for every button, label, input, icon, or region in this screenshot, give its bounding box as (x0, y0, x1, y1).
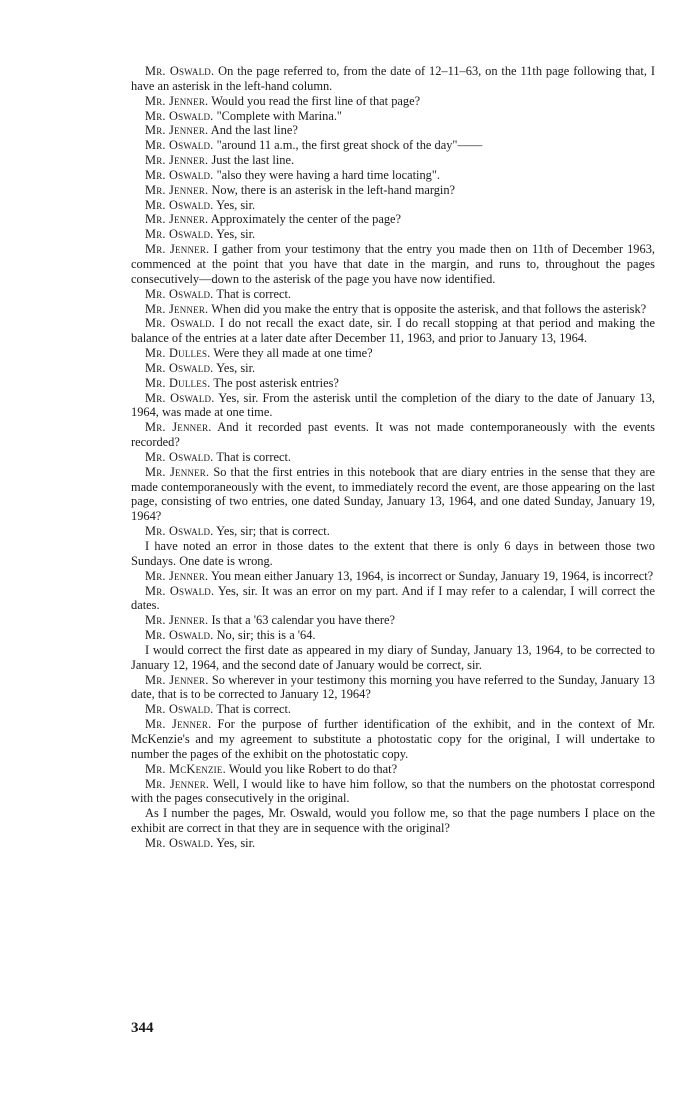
paragraph-text: When did you make the entry that is opposite the asterisk, and that follows the asterisk? (211, 301, 647, 316)
transcript-paragraph (131, 450, 655, 465)
speaker-name: Mr. Jenner. (145, 568, 209, 583)
speaker-name: Mr. Jenner. (145, 93, 209, 108)
transcript-paragraph (131, 465, 655, 524)
speaker-name: Mr. McKenzie. (145, 761, 226, 776)
transcript-paragraph (131, 302, 655, 317)
transcript-paragraph (131, 64, 655, 94)
paragraph-text: Is that a '63 calendar you have there? (211, 613, 395, 628)
transcript-paragraph (131, 613, 655, 628)
transcript-paragraph (131, 569, 655, 584)
paragraph-text: That is correct. (216, 286, 291, 301)
paragraph-text: Approximately the center of the page? (210, 212, 402, 227)
paragraph-text: "Complete with Marina." (216, 108, 342, 123)
transcript-paragraph (131, 673, 655, 703)
transcript-paragraph (131, 287, 655, 302)
transcript-paragraph (131, 212, 655, 227)
speaker-name: Mr. Oswald. (145, 628, 214, 643)
speaker-name: Mr. Jenner. (145, 242, 210, 257)
paragraph-text: Just the last line. (211, 153, 295, 168)
speaker-name: Mr. Jenner. (145, 672, 209, 687)
transcript-paragraph (131, 539, 655, 569)
paragraph-text: Would you read the first line of that page? (211, 93, 421, 108)
transcript-paragraph (131, 420, 655, 450)
speaker-name: Mr. Oswald. (145, 390, 215, 405)
speaker-name: Mr. Oswald. (145, 286, 214, 301)
transcript-body (131, 64, 655, 851)
speaker-name: Mr. Jenner. (145, 153, 209, 168)
transcript-paragraph (131, 836, 655, 851)
transcript-paragraph (131, 123, 655, 138)
paragraph-text: Yes, sir. From the asterisk until the completion of the diary to the date of January 13, 1964, was made at one time. (131, 390, 656, 420)
speaker-name: Mr. Dulles. (145, 375, 211, 390)
paragraph-text: Yes, sir. (216, 227, 256, 242)
transcript-paragraph (131, 391, 655, 421)
paragraph-text: No, sir; this is a '64. (216, 628, 316, 643)
paragraph-text: For the purpose of further identification of the exhibit, and in the context of Mr. McKenzie's and my agreement to substitute a photostatic copy for the original, I will undertake to number the pages of the exhibit on the photostatic copy. (131, 717, 655, 761)
paragraph-text: And it recorded past events. It was not made contemporaneously with the events recorded? (131, 420, 655, 450)
paragraph-text: On the page referred to, from the date of 12–11–63, on the 11th page following that, I have an asterisk in the left-hand column. (131, 64, 655, 93)
speaker-name: Mr. Jenner. (145, 182, 209, 197)
speaker-name: Mr. Oswald. (145, 583, 215, 598)
transcript-paragraph (131, 777, 655, 807)
speaker-name: Mr. Oswald. (145, 227, 214, 242)
transcript-paragraph (131, 94, 655, 109)
paragraph-text: The post asterisk entries? (213, 375, 339, 390)
paragraph-text: That is correct. (216, 702, 291, 717)
page-number: 344 (131, 1020, 154, 1036)
paragraph-text: "also they were having a hard time locating". (216, 167, 441, 182)
paragraph-text: Yes, sir. (216, 835, 256, 850)
transcript-paragraph (131, 198, 655, 213)
transcript-paragraph (131, 361, 655, 376)
transcript-paragraph (131, 242, 655, 287)
transcript-paragraph (131, 316, 655, 346)
transcript-paragraph (131, 138, 655, 153)
paragraph-text: I do not recall the exact date, sir. I do recall stopping at that period and making the balance of the entries at a later date after December 11, 1963, and prior to January 13, 1964. (131, 316, 655, 346)
speaker-name: Mr. Jenner. (145, 717, 212, 732)
paragraph-text: Well, I would like to have him follow, so that the numbers on the photostat correspond with the pages consecutively in the original. (131, 776, 655, 806)
transcript-paragraph (131, 227, 655, 242)
transcript-paragraph (131, 628, 655, 643)
speaker-name: Mr. Jenner. (145, 613, 209, 628)
paragraph-text: I would correct the first date as appeared in my diary of Sunday, January 13, 1964, to be corrected to January 12, 1964, and the second date of January would be correct, sir. (131, 642, 655, 672)
transcript-paragraph (131, 109, 655, 124)
speaker-name: Mr. Oswald. (145, 524, 214, 539)
paragraph-text: Were they all made at one time? (213, 346, 373, 361)
speaker-name: Mr. Dulles. (145, 346, 211, 361)
speaker-name: Mr. Oswald. (145, 702, 214, 717)
speaker-name: Mr. Jenner. (145, 212, 209, 227)
paragraph-text: So that the first entries in this notebook that are diary entries in the sense that they are made contemporaneously with the event, to immediately record the event, are those appearing on the last page, consisting of two entries, one dated Sunday, January 13, 1964, and one dated Sunday, January 19, 1964? (131, 464, 655, 524)
paragraph-text: Now, there is an asterisk in the left-hand margin? (211, 182, 456, 197)
speaker-name: Mr. Jenner. (145, 301, 209, 316)
paragraph-text: I have noted an error in those dates to the extent that there is only 6 days in between those two Sundays. One date is wrong. (131, 539, 655, 568)
transcript-paragraph (131, 153, 655, 168)
paragraph-text: You mean either January 13, 1964, is incorrect or Sunday, January 19, 1964, is incorrect? (210, 568, 654, 583)
transcript-paragraph (131, 183, 655, 198)
paragraph-text: Yes, sir; that is correct. (216, 524, 330, 539)
paragraph-text: That is correct. (216, 449, 291, 464)
transcript-paragraph (131, 584, 655, 614)
speaker-name: Mr. Oswald. (145, 138, 214, 153)
speaker-name: Mr. Oswald. (145, 835, 214, 850)
transcript-paragraph (131, 806, 655, 836)
transcript-paragraph (131, 524, 655, 539)
speaker-name: Mr. Oswald. (145, 167, 214, 182)
paragraph-text: I gather from your testimony that the entry you made then on 11th of December 1963, commenced at the point that you have that date in the margin, and runs to, throughout the pages consecutively—down to the asterisk of the page you have now identified. (131, 242, 655, 286)
paragraph-text: As I number the pages, Mr. Oswald, would you follow me, so that the page numbers I place on the exhibit are correct in that they are in sequence with the original? (131, 806, 655, 836)
transcript-paragraph (131, 762, 655, 777)
speaker-name: Mr. Jenner. (145, 464, 210, 479)
paragraph-text: Yes, sir. It was an error on my part. And if I may refer to a calendar, I will correct the dates. (131, 583, 656, 613)
speaker-name: Mr. Oswald. (145, 64, 215, 78)
speaker-name: Mr. Jenner. (145, 420, 212, 435)
transcript-paragraph (131, 717, 655, 762)
transcript-paragraph (131, 643, 655, 673)
transcript-paragraph (131, 376, 655, 391)
paragraph-text: So wherever in your testimony this morning you have referred to the Sunday, January 13 date, that is to be corrected to January 12, 1964? (131, 672, 655, 702)
paragraph-text: Would you like Robert to do that? (228, 761, 398, 776)
transcript-paragraph (131, 702, 655, 717)
speaker-name: Mr. Oswald. (145, 197, 214, 212)
speaker-name: Mr. Oswald. (145, 108, 214, 123)
speaker-name: Mr. Jenner. (145, 123, 209, 138)
paragraph-text: Yes, sir. (216, 197, 256, 212)
paragraph-text: And the last line? (210, 123, 298, 138)
transcript-paragraph (131, 168, 655, 183)
speaker-name: Mr. Jenner. (145, 776, 210, 791)
paragraph-text: Yes, sir. (216, 360, 256, 375)
speaker-name: Mr. Oswald. (145, 316, 216, 331)
paragraph-text: "around 11 a.m., the first great shock of the day"—— (216, 138, 483, 153)
speaker-name: Mr. Oswald. (145, 360, 214, 375)
transcript-paragraph (131, 346, 655, 361)
speaker-name: Mr. Oswald. (145, 449, 214, 464)
